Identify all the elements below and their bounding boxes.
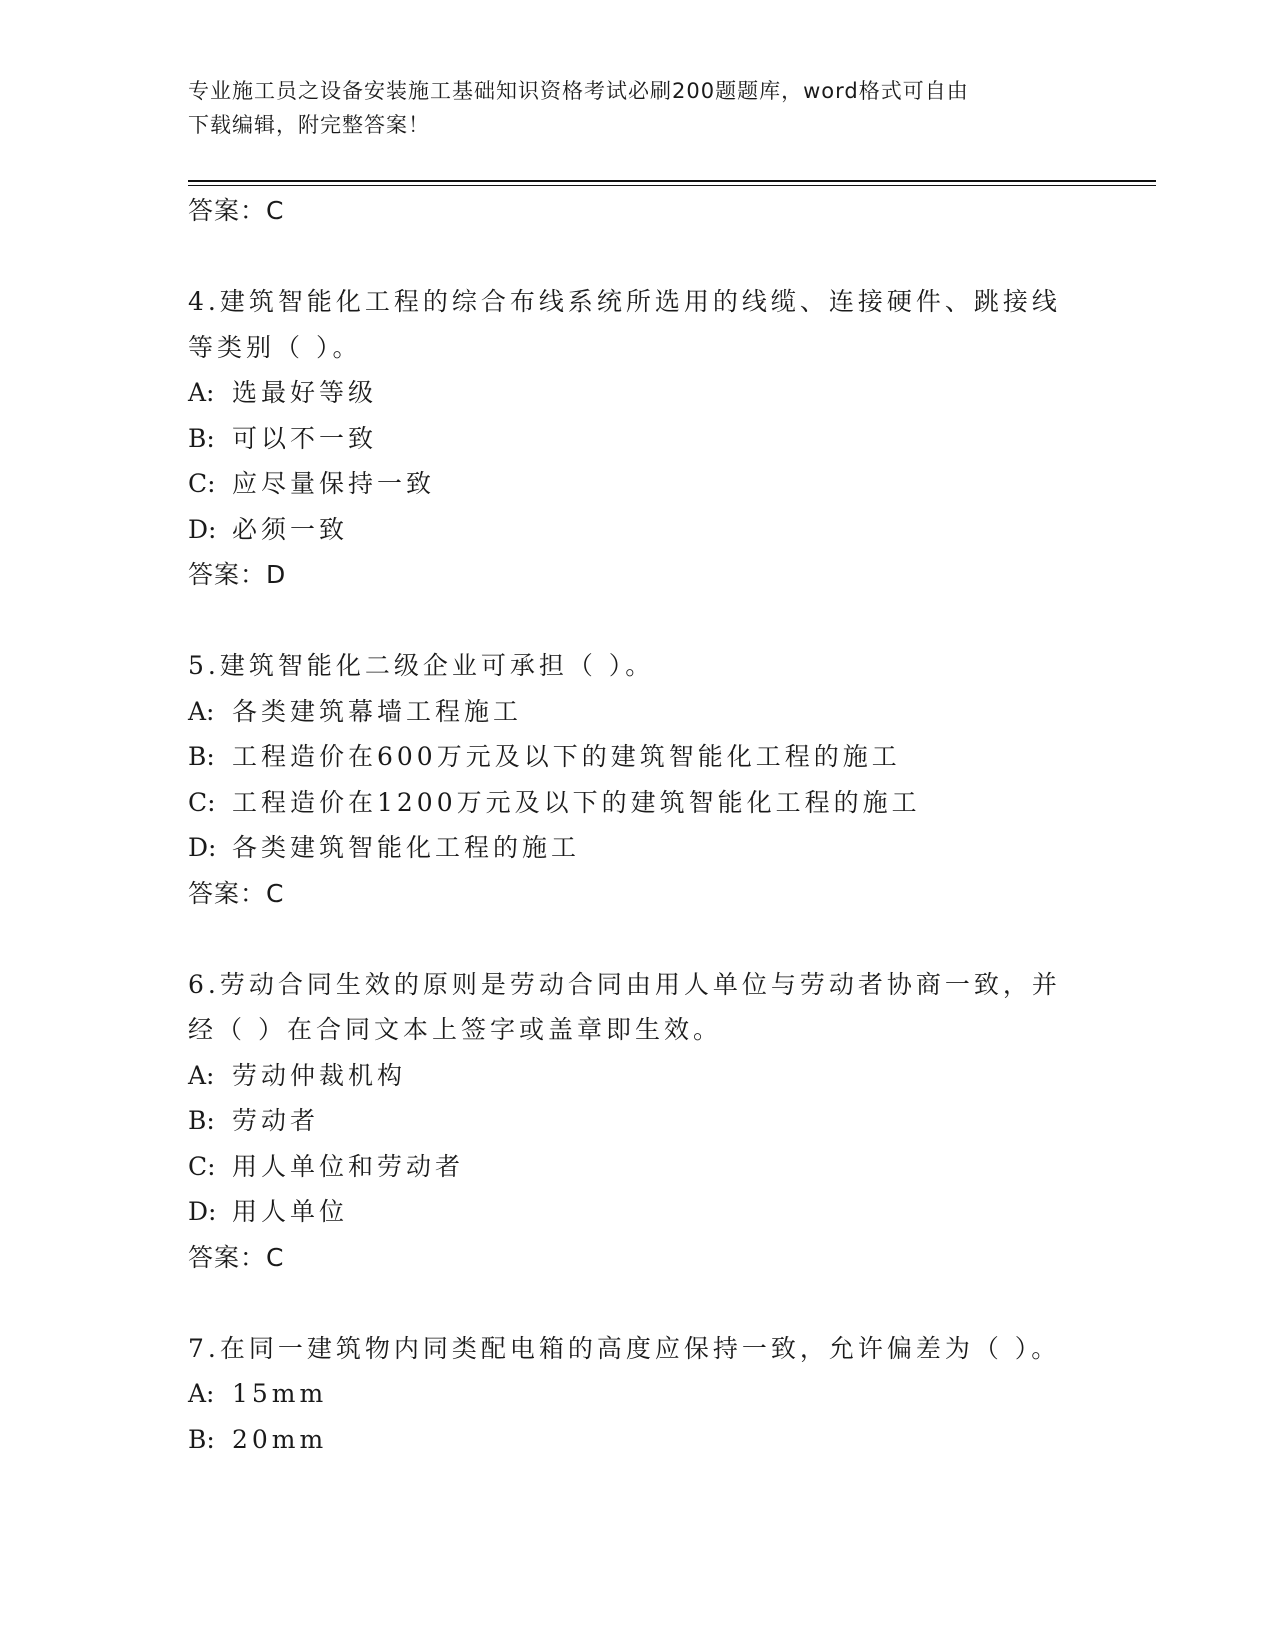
option-key: D:: [188, 833, 217, 862]
option-c: [188, 461, 1088, 507]
spacer: [188, 916, 1088, 962]
spacer: [188, 234, 1088, 280]
option-text: 劳动者: [232, 1106, 320, 1135]
spacer: [188, 1280, 1088, 1326]
option-text: 用人单位: [232, 1197, 349, 1226]
option-c: [188, 1144, 1088, 1190]
previous-answer: 答案：C: [188, 196, 285, 225]
option-b: [188, 1417, 1088, 1463]
option-key: C:: [188, 469, 216, 498]
question-5: [188, 643, 1088, 916]
option-text: 必须一致: [232, 514, 349, 544]
option-text: 用人单位和劳动者: [232, 1151, 465, 1181]
question-answer: 答案：D: [188, 560, 287, 589]
question-answer: 答案：C: [188, 1242, 285, 1272]
option-d: [188, 507, 1088, 553]
option-key: C:: [188, 787, 216, 817]
option-text: 15mm: [232, 1379, 328, 1408]
option-key: A:: [188, 1060, 215, 1090]
question-list: [188, 188, 1088, 1462]
option-text: 20mm: [232, 1424, 328, 1454]
option-text: 各类建筑智能化工程的施工: [232, 833, 581, 862]
option-text: 工程造价在1200万元及以下的建筑智能化工程的施工: [232, 787, 921, 817]
option-text: 劳动仲裁机构: [232, 1060, 407, 1090]
question-stem-continued: 经（ ）在合同文本上签字或盖章即生效。: [188, 1015, 722, 1044]
option-d: [188, 1189, 1088, 1235]
question-7: [188, 1326, 1088, 1463]
option-key: D:: [188, 514, 217, 544]
option-key: D:: [188, 1197, 217, 1226]
option-a: [188, 1371, 1088, 1417]
header-rule-thick: [188, 180, 1156, 182]
question-stem: 4.建筑智能化工程的综合布线系统所选用的线缆、连接硬件、跳接线: [188, 287, 1061, 316]
option-key: A:: [188, 1379, 215, 1408]
header-line-2: 下载编辑，附完整答案！: [188, 113, 430, 137]
option-key: A:: [188, 378, 215, 407]
option-key: B:: [188, 423, 215, 453]
option-a: [188, 370, 1088, 416]
spacer: [188, 598, 1088, 644]
question-stem: 7.在同一建筑物内同类配电箱的高度应保持一致，允许偏差为（ ）。: [188, 1333, 1061, 1363]
option-b: [188, 1098, 1088, 1144]
header-line-1: 专业施工员之设备安装施工基础知识资格考试必刷200题题库，word格式可自由: [188, 79, 969, 103]
question-answer: 答案：C: [188, 878, 285, 908]
question-6: [188, 962, 1088, 1281]
option-text: 各类建筑幕墙工程施工: [232, 696, 523, 726]
option-text: 可以不一致: [232, 423, 378, 453]
document-header: [188, 74, 1068, 142]
option-text: 应尽量保持一致: [232, 469, 436, 498]
option-a: [188, 689, 1088, 735]
option-key: B:: [188, 742, 215, 771]
header-rule-thin: [188, 185, 1156, 186]
option-b: [188, 416, 1088, 462]
question-4: [188, 279, 1088, 598]
option-key: B:: [188, 1106, 215, 1135]
option-b: [188, 734, 1088, 780]
option-key: B:: [188, 1424, 215, 1454]
option-key: A:: [188, 696, 215, 726]
option-c: [188, 780, 1088, 826]
option-d: [188, 825, 1088, 871]
option-key: C:: [188, 1151, 216, 1181]
option-text: 工程造价在600万元及以下的建筑智能化工程的施工: [232, 742, 901, 771]
question-stem-continued: 等类别（ ）。: [188, 332, 362, 362]
option-a: [188, 1053, 1088, 1099]
question-stem: 5.建筑智能化二级企业可承担（ ）。: [188, 651, 655, 680]
question-stem: 6.劳动合同生效的原则是劳动合同由用人单位与劳动者协商一致，并: [188, 969, 1061, 999]
option-text: 选最好等级: [232, 378, 378, 407]
